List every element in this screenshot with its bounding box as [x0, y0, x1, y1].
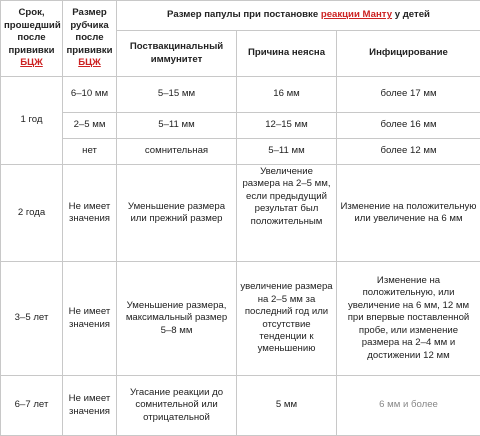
postvaccinal-cell: Уменьшение размера, максимальный размер 5–8 мм	[117, 262, 237, 376]
unclear-cell: 16 мм	[237, 77, 337, 113]
infected-cell: более 16 мм	[337, 113, 480, 139]
postvaccinal-cell: сомнительная	[117, 139, 237, 165]
unclear-cell: 5–11 мм	[237, 139, 337, 165]
header-unclear: Причина неясна	[237, 31, 337, 77]
postvaccinal-cell: 5–15 мм	[117, 77, 237, 113]
postvaccinal-cell: Уменьшение размера или прежний размер	[117, 165, 237, 262]
mantoux-reaction-link[interactable]: реакции Манту	[321, 9, 392, 20]
term-6-7-years: 6–7 лет	[1, 376, 63, 436]
scar-cell: Не имеет значения	[63, 376, 117, 436]
infected-cell: 6 мм и более	[337, 376, 480, 436]
group-suffix: у детей	[392, 9, 430, 20]
term-1-year: 1 год	[1, 77, 63, 165]
scar-cell: 2–5 мм	[63, 113, 117, 139]
header-papule-group	[117, 1, 480, 31]
unclear-cell: 5 мм	[237, 376, 337, 436]
infected-cell: более 17 мм	[337, 77, 480, 113]
infected-cell: более 12 мм	[337, 139, 480, 165]
header-scar-bcg-link[interactable]: БЦЖ	[78, 57, 101, 68]
header-term	[1, 1, 63, 77]
header-scar	[63, 1, 117, 77]
header-scar-text: Размер рубчика после прививки	[67, 7, 113, 55]
scar-cell: Не имеет значения	[63, 165, 117, 262]
term-2-years: 2 года	[1, 165, 63, 262]
group-prefix: Размер папулы при постановке	[167, 9, 321, 20]
unclear-cell: увеличение размера на 2–5 мм за последний год или отсутствие тенденции к уменьшению	[237, 262, 337, 376]
scar-cell: Не имеет значения	[63, 262, 117, 376]
infected-cell: Изменение на положительную, или увеличение на 6 мм, 12 мм при впервые поставленной пробе, или изменение размера на 2–4 мм и достижении 12 мм	[337, 262, 480, 376]
postvaccinal-cell: Угасание реакции до сомнительной или отрицательной	[117, 376, 237, 436]
header-postvaccinal: Поствакцинальный иммунитет	[117, 31, 237, 77]
postvaccinal-cell: 5–11 мм	[117, 113, 237, 139]
term-3-5-years: 3–5 лет	[1, 262, 63, 376]
infected-cell: Изменение на положительную или увеличение на 6 мм	[337, 165, 480, 262]
header-term-bcg-link[interactable]: БЦЖ	[20, 57, 43, 68]
header-term-text: Срок, прошедший после прививки	[4, 7, 61, 55]
scar-cell: 6–10 мм	[63, 77, 117, 113]
unclear-cell: 12–15 мм	[237, 113, 337, 139]
header-infected: Инфицирование	[337, 31, 480, 77]
scar-cell: нет	[63, 139, 117, 165]
unclear-cell: Увеличение размера на 2–5 мм, если предыдущий результат был положительным	[237, 165, 337, 262]
